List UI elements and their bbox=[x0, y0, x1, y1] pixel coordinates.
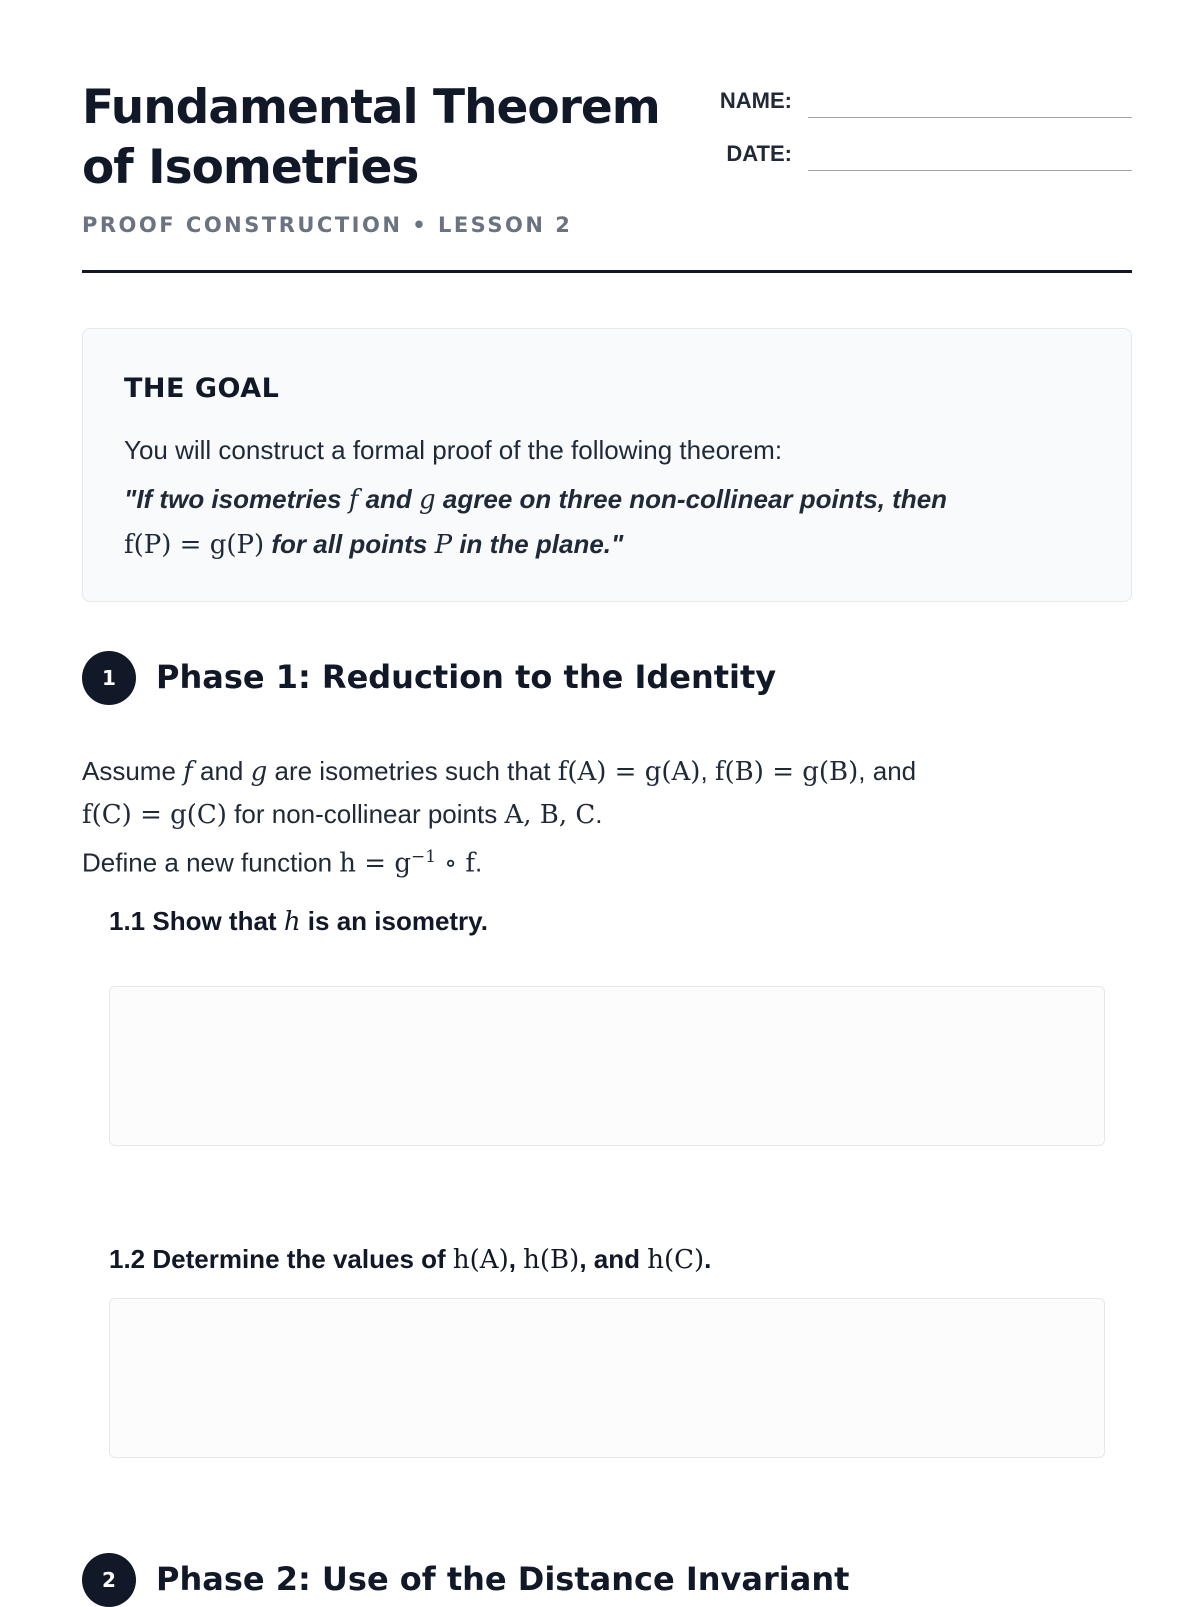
phase-2-number-badge: 2 bbox=[82, 1553, 136, 1607]
date-field-row bbox=[700, 137, 1132, 190]
phase-1-assumption: Assume f and g are isometries such that f(A) = g(A), f(B) = g(B), and f(C) = g(C) for non-collinear points A, B, C. bbox=[82, 756, 917, 830]
goal-theorem bbox=[124, 477, 1084, 567]
phase-1-header bbox=[82, 651, 1132, 705]
question-1-2: 1.2 Determine the values of h(A), h(B), and h(C). bbox=[109, 1244, 712, 1275]
phase-2-header bbox=[82, 1553, 1132, 1607]
answer-box-1-1[interactable] bbox=[109, 986, 1105, 1146]
name-field-row bbox=[700, 84, 1132, 137]
phase-1-intro bbox=[82, 750, 1082, 885]
theorem-text: for all points bbox=[264, 529, 435, 559]
date-label: DATE: bbox=[726, 141, 792, 166]
worksheet-page bbox=[82, 0, 1132, 1598]
worksheet-header bbox=[82, 0, 1132, 272]
phase-2-title: Phase 2: Use of the Distance Invariant bbox=[156, 1560, 850, 1598]
theorem-text: agree on three non-collinear points, then bbox=[435, 484, 948, 514]
date-field[interactable] bbox=[808, 170, 1132, 171]
name-field[interactable] bbox=[808, 117, 1132, 118]
header-divider bbox=[82, 270, 1132, 273]
theorem-math-g: g bbox=[419, 485, 436, 515]
theorem-text: and bbox=[358, 484, 420, 514]
title-line-1: Fundamental Theorem bbox=[82, 80, 660, 135]
lesson-subtitle: PROOF CONSTRUCTION • LESSON 2 bbox=[82, 213, 573, 237]
phase-1-number-badge: 1 bbox=[82, 651, 136, 705]
answer-box-1-2[interactable] bbox=[109, 1298, 1105, 1458]
phase-1-definition: Define a new function $h = g^{-1}$ ∘ f. bbox=[82, 847, 483, 879]
phase-1-title: Phase 1: Reduction to the Identity bbox=[156, 658, 777, 696]
theorem-text: "If two isometries bbox=[124, 484, 349, 514]
theorem-equation: f(P) = g(P) bbox=[124, 530, 265, 560]
theorem-text: in the plane." bbox=[452, 529, 624, 559]
student-info-fields bbox=[700, 84, 1132, 190]
theorem-math-f: f bbox=[348, 485, 359, 515]
goal-intro: You will construct a formal proof of the following theorem: bbox=[124, 435, 783, 465]
name-label: NAME: bbox=[719, 88, 792, 113]
title-line-2: of Isometries bbox=[82, 140, 419, 195]
page-title bbox=[82, 78, 682, 198]
goal-heading: THE GOAL bbox=[124, 373, 280, 404]
goal-box bbox=[82, 328, 1132, 602]
theorem-math-p: P bbox=[434, 530, 453, 560]
question-1-1: 1.1 Show that h is an isometry. bbox=[109, 906, 488, 937]
